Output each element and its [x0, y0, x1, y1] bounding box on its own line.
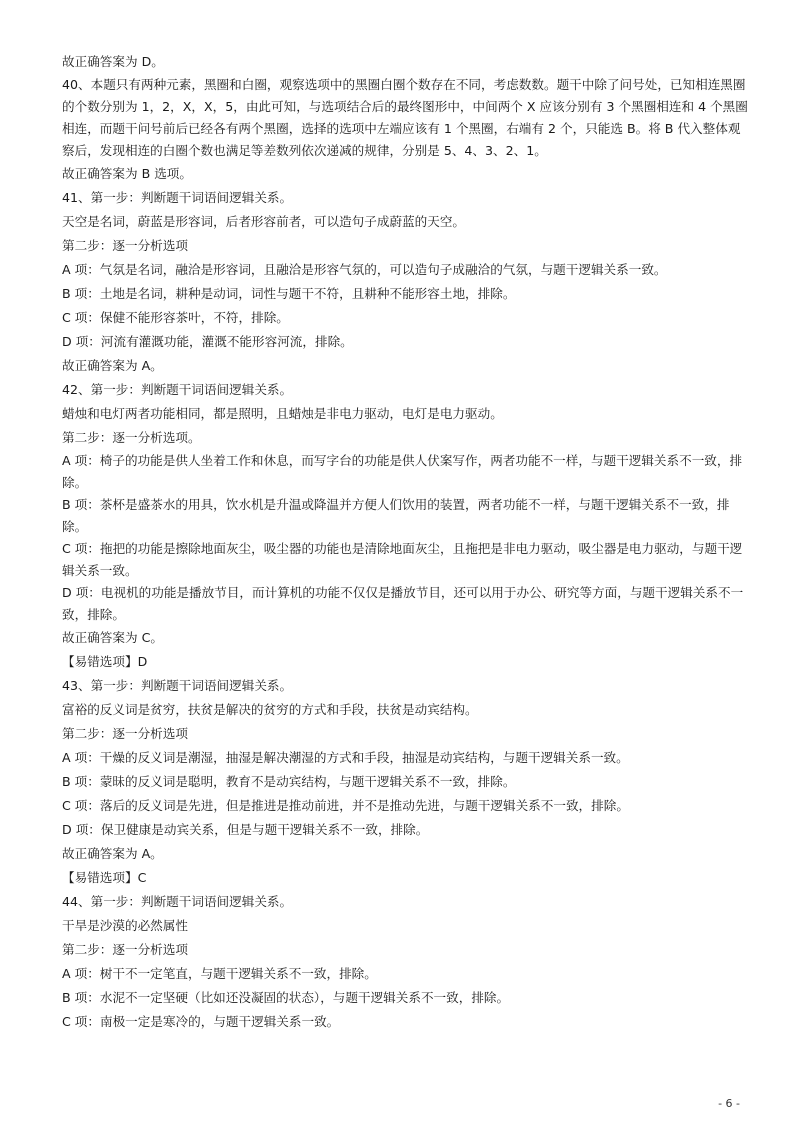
q44-analysis: 干旱是沙漠的必然属性	[62, 918, 188, 933]
q41-step1: 41、第一步：判断题干词语间逻辑关系。	[62, 190, 293, 205]
q43-option-a: A 项：干燥的反义词是潮湿，抽湿是解决潮湿的方式和手段，抽湿是动宾结构，与题干逻辑关系一致。	[62, 750, 629, 765]
q41-analysis: 天空是名词，蔚蓝是形容词，后者形容前者，可以造句子成蔚蓝的天空。	[62, 214, 465, 229]
q42-step2: 第二步：逐一分析选项。	[62, 430, 201, 445]
q41-option-c: C 项：保健不能形容茶叶，不符，排除。	[62, 310, 289, 325]
answer-40: 故正确答案为 B 选项。	[62, 166, 192, 181]
answer-41: 故正确答案为 A。	[62, 358, 163, 373]
answer-43: 故正确答案为 A。	[62, 846, 163, 861]
q42-analysis: 蜡烛和电灯两者功能相同，都是照明，且蜡烛是非电力驱动，电灯是电力驱动。	[62, 406, 503, 421]
answer-42: 故正确答案为 C。	[62, 630, 163, 645]
page-number: - 6 -	[718, 1097, 740, 1110]
q42-option-c: C 项：拖把的功能是擦除地面灰尘，吸尘器的功能也是清除地面灰尘，且拖把是非电力驱动，吸尘器是电力驱动，与题干逻辑关系一致。	[62, 541, 743, 578]
q43-step1: 43、第一步：判断题干词语间逻辑关系。	[62, 678, 293, 693]
q44-option-c: C 项：南极一定是寒冷的，与题干逻辑关系一致。	[62, 1014, 340, 1029]
q43-option-c: C 项：落后的反义词是先进，但是推进是推动前进，并不是推动先进，与题干逻辑关系不一致，排除。	[62, 798, 629, 813]
q44-step2: 第二步：逐一分析选项	[62, 942, 188, 957]
q41-option-b: B 项：土地是名词，耕种是动词，词性与题干不符，且耕种不能形容土地，排除。	[62, 286, 516, 301]
q43-error-option: 【易错选项】C	[62, 870, 147, 885]
q42-option-d: D 项：电视机的功能是播放节目，而计算机的功能不仅仅是播放节目，还可以用于办公、研究等方面，与题干逻辑关系不一致，排除。	[62, 585, 744, 622]
q42-error-option: 【易错选项】D	[62, 654, 148, 669]
explanation-40: 40、本题只有两种元素，黑圈和白圈，观察选项中的黑圈白圈个数存在不同，考虑数数。题干中除了问号处，已知相连黑圈的个数分别为 1，2，X，X，5，由此可知，与选项结合后的最终图形中，中间两个 X 应该分别有 3 个黑圈相连和 4 个黑圈相连，而题干问号前后已经各有两个黑圈，选择的选项中左端应该有 1 个黑圈，右端有 2 个，只能选 B。将 B 代入整体观察后，发现相连的白圈个数也满足等差数列依次递减的规律，分别是 5、4、3、2、1。	[62, 77, 748, 158]
q42-option-b: B 项：茶杯是盛茶水的用具，饮水机是升温或降温并方便人们饮用的装置，两者功能不一样，与题干逻辑关系不一致，排除。	[62, 497, 730, 534]
q43-step2: 第二步：逐一分析选项	[62, 726, 188, 741]
q44-option-a: A 项：树干不一定笔直，与题干逻辑关系不一致，排除。	[62, 966, 377, 981]
q43-option-d: D 项：保卫健康是动宾关系，但是与题干逻辑关系不一致，排除。	[62, 822, 429, 837]
q41-option-a: A 项：气氛是名词，融洽是形容词，且融洽是形容气氛的，可以造句子成融洽的气氛，与题干逻辑关系一致。	[62, 262, 667, 277]
answer-39: 故正确答案为 D。	[62, 54, 164, 69]
q43-analysis: 富裕的反义词是贫穷，扶贫是解决的贫穷的方式和手段，扶贫是动宾结构。	[62, 702, 478, 717]
q41-option-d: D 项：河流有灌溉功能，灌溉不能形容河流，排除。	[62, 334, 353, 349]
q44-step1: 44、第一步：判断题干词语间逻辑关系。	[62, 894, 293, 909]
q42-option-a: A 项：椅子的功能是供人坐着工作和休息，而写字台的功能是供人伏案写作，两者功能不一样，与题干逻辑关系不一致，排除。	[62, 453, 743, 490]
q44-option-b: B 项：水泥不一定坚硬（比如还没凝固的状态），与题干逻辑关系不一致，排除。	[62, 990, 510, 1005]
q42-step1: 42、第一步：判断题干词语间逻辑关系。	[62, 382, 293, 397]
q43-option-b: B 项：蒙昧的反义词是聪明，教育不是动宾结构，与题干逻辑关系不一致，排除。	[62, 774, 516, 789]
document-page	[62, 50, 752, 1034]
q41-step2: 第二步：逐一分析选项	[62, 238, 188, 253]
